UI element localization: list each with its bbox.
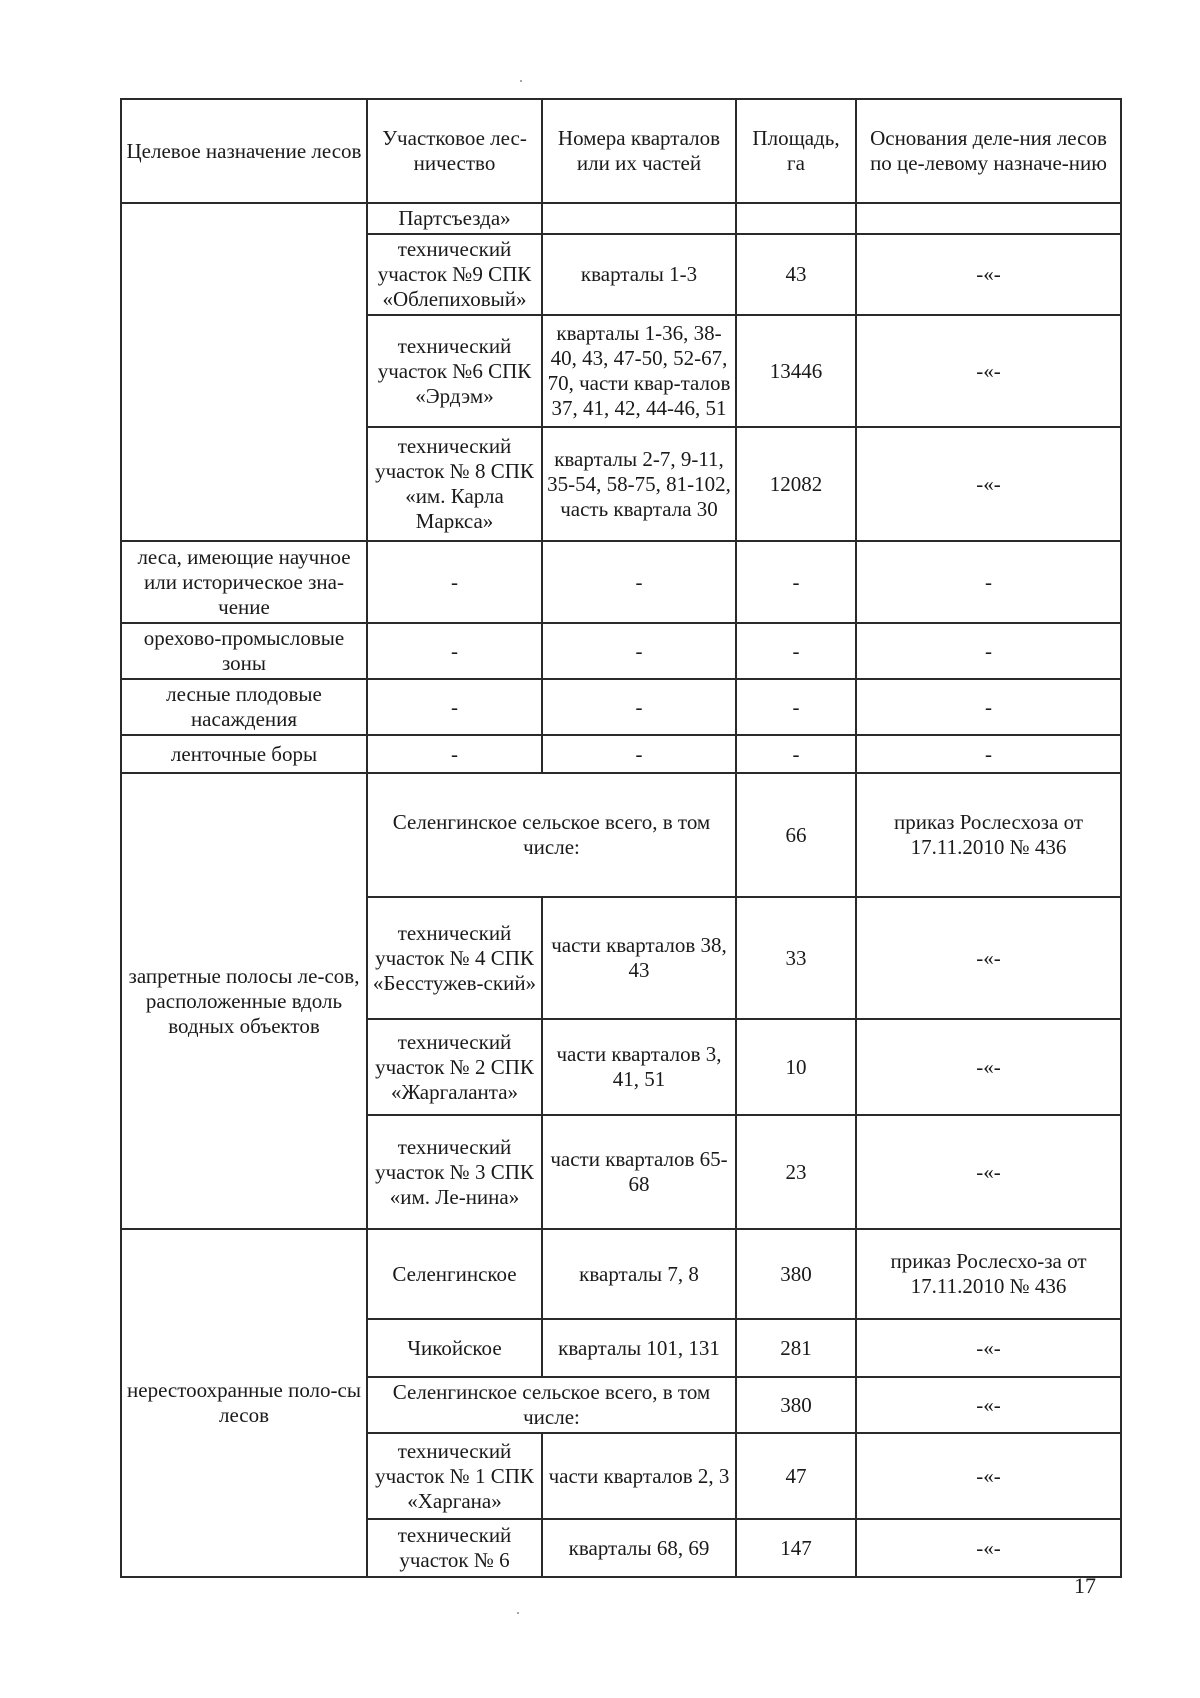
area-cell: - — [736, 735, 856, 773]
area-cell: 13446 — [736, 315, 856, 427]
basis-cell: приказ Рослесхо-за от 17.11.2010 № 436 — [856, 1229, 1121, 1319]
table-row — [121, 623, 1121, 679]
basis-cell: -«- — [856, 315, 1121, 427]
basis-cell: -«- — [856, 1519, 1121, 1577]
district-cell: - — [367, 735, 542, 773]
forest-purpose-table — [120, 98, 1122, 1578]
quarters-cell: - — [542, 623, 736, 679]
quarters-cell: кварталы 68, 69 — [542, 1519, 736, 1577]
scan-speck — [517, 1612, 519, 1614]
area-cell: 10 — [736, 1019, 856, 1115]
purpose-cell: нерестоохранные поло-сы лесов — [121, 1229, 367, 1577]
district-cell: технический участок № 4 СПК «Бесстужев-ский» — [367, 897, 542, 1019]
quarters-cell: кварталы 1-3 — [542, 234, 736, 315]
district-cell: технический участок №9 СПК «Облепиховый» — [367, 234, 542, 315]
area-cell: 12082 — [736, 427, 856, 541]
quarters-cell: - — [542, 541, 736, 623]
area-cell: 380 — [736, 1377, 856, 1433]
quarters-cell: части кварталов 65-68 — [542, 1115, 736, 1229]
header-basis: Основания деле-ния лесов по це-левому назначе-нию — [856, 99, 1121, 203]
quarters-cell: кварталы 101, 131 — [542, 1319, 736, 1377]
quarters-cell: - — [542, 679, 736, 735]
basis-cell: -«- — [856, 1433, 1121, 1519]
quarters-cell: - — [542, 735, 736, 773]
area-cell: 380 — [736, 1229, 856, 1319]
page-number: 17 — [1074, 1573, 1096, 1598]
header-area: Площадь, га — [736, 99, 856, 203]
scan-speck — [520, 80, 522, 82]
area-cell: 43 — [736, 234, 856, 315]
district-cell: технический участок № 2 СПК «Жаргаланта» — [367, 1019, 542, 1115]
district-cell: Селенгинское — [367, 1229, 542, 1319]
header-purpose: Целевое назначение лесов — [121, 99, 367, 203]
area-cell: 23 — [736, 1115, 856, 1229]
area-cell: - — [736, 679, 856, 735]
basis-cell: - — [856, 679, 1121, 735]
area-cell: 147 — [736, 1519, 856, 1577]
basis-cell: - — [856, 623, 1121, 679]
table-row — [121, 773, 1121, 897]
basis-cell: - — [856, 541, 1121, 623]
area-cell: - — [736, 541, 856, 623]
basis-cell: -«- — [856, 234, 1121, 315]
area-cell: - — [736, 623, 856, 679]
purpose-cell: леса, имеющие научное или историческое зна-чение — [121, 541, 367, 623]
table-row — [121, 679, 1121, 735]
quarters-cell: кварталы 7, 8 — [542, 1229, 736, 1319]
quarters-cell: части кварталов 2, 3 — [542, 1433, 736, 1519]
basis-cell: -«- — [856, 1319, 1121, 1377]
purpose-cell: ленточные боры — [121, 735, 367, 773]
area-cell: 66 — [736, 773, 856, 897]
header-district: Участковое лес-ничество — [367, 99, 542, 203]
district-cell: - — [367, 679, 542, 735]
quarters-cell: части кварталов 38, 43 — [542, 897, 736, 1019]
district-cell: - — [367, 623, 542, 679]
header-quarters: Номера кварталов или их частей — [542, 99, 736, 203]
quarters-cell: части кварталов 3, 41, 51 — [542, 1019, 736, 1115]
purpose-cell: орехово-промысловые зоны — [121, 623, 367, 679]
district-cell: Партсъезда» — [367, 203, 542, 234]
district-cell: технический участок №6 СПК «Эрдэм» — [367, 315, 542, 427]
table-row — [121, 1229, 1121, 1319]
merged-district-cell: Селенгинское сельское всего, в том числе: — [367, 1377, 736, 1433]
area-cell: 281 — [736, 1319, 856, 1377]
table-row — [121, 203, 1121, 234]
basis-cell: -«- — [856, 897, 1121, 1019]
purpose-cell: лесные плодовые насаждения — [121, 679, 367, 735]
quarters-cell — [542, 203, 736, 234]
basis-cell: -«- — [856, 1377, 1121, 1433]
quarters-cell: кварталы 1-36, 38-40, 43, 47-50, 52-67, 70, части квар-талов 37, 41, 42, 44-46, 51 — [542, 315, 736, 427]
purpose-cell: запретные полосы ле-сов, расположенные вдоль водных объектов — [121, 773, 367, 1229]
table-row — [121, 541, 1121, 623]
district-cell: технический участок № 3 СПК «им. Ле-нина» — [367, 1115, 542, 1229]
table-row — [121, 735, 1121, 773]
basis-cell: - — [856, 735, 1121, 773]
purpose-cell-empty — [121, 203, 367, 541]
basis-cell: -«- — [856, 1115, 1121, 1229]
merged-district-cell: Селенгинское сельское всего, в том числе: — [367, 773, 736, 897]
basis-cell: -«- — [856, 1019, 1121, 1115]
table-header-row — [121, 99, 1121, 203]
area-cell: 47 — [736, 1433, 856, 1519]
basis-cell: приказ Рослесхоза от 17.11.2010 № 436 — [856, 773, 1121, 897]
district-cell: технический участок № 1 СПК «Харгана» — [367, 1433, 542, 1519]
quarters-cell: кварталы 2-7, 9-11, 35-54, 58-75, 81-102, часть квартала 30 — [542, 427, 736, 541]
basis-cell: -«- — [856, 427, 1121, 541]
basis-cell — [856, 203, 1121, 234]
area-cell: 33 — [736, 897, 856, 1019]
area-cell — [736, 203, 856, 234]
district-cell: технический участок № 6 — [367, 1519, 542, 1577]
district-cell: технический участок № 8 СПК «им. Карла Маркса» — [367, 427, 542, 541]
district-cell: Чикойское — [367, 1319, 542, 1377]
district-cell: - — [367, 541, 542, 623]
